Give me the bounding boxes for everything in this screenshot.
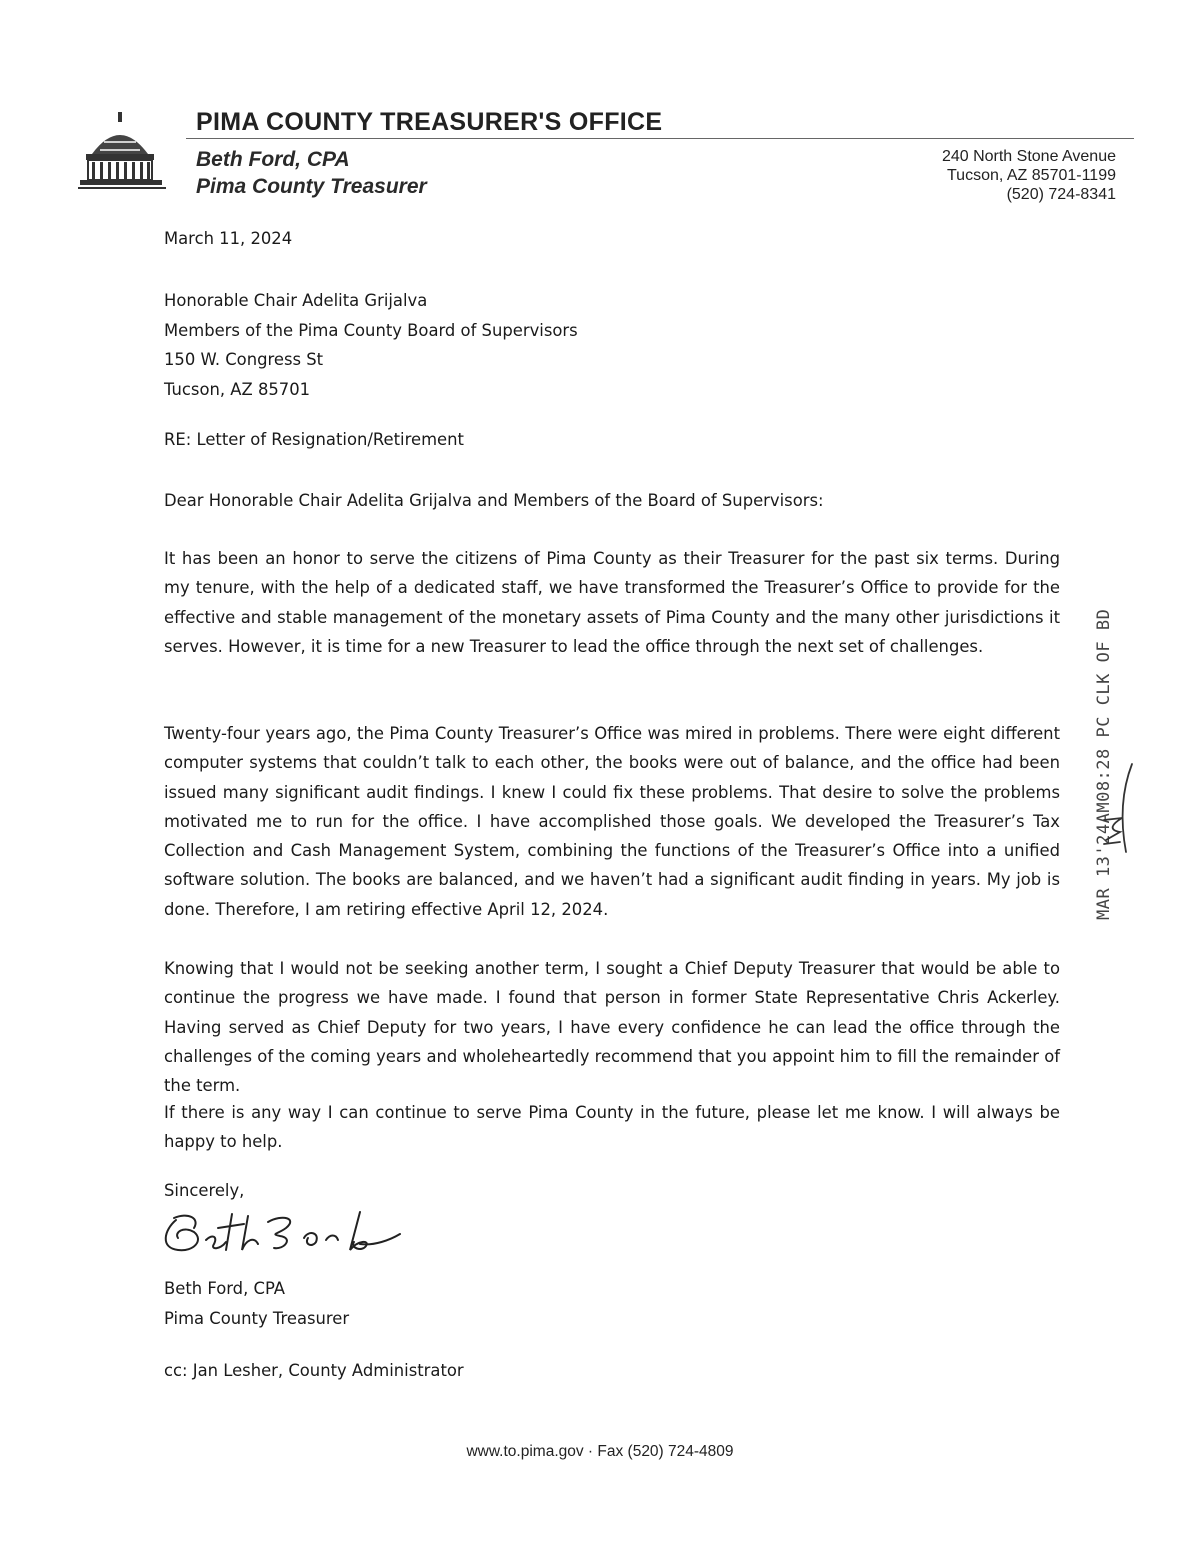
- handwritten-signature: [154, 1200, 414, 1270]
- courthouse-dome-logo: [78, 110, 168, 192]
- body-paragraph: Twenty-four years ago, the Pima County Treasurer’s Office was mired in problems. There were eight different computer systems that couldn’t talk to each other, the books were out of balance, and the office had been issued many significant audit findings. I knew I could fix these problems. That desire to solve the problems motivated me to run for the office. I have accomplished those goals. We developed the Treasurer’s Tax Collection and Cash Management System, combining the functions of the Treasurer’s Office into a unified software solution. The books are balanced, and we haven’t had a significant audit finding in years. My job is done. Therefore, I am retiring effective April 12, 2024.: [164, 724, 1060, 919]
- subject-line: RE: Letter of Resignation/Retirement: [164, 430, 464, 449]
- recipient-line: Honorable Chair Adelita Grijalva: [164, 291, 428, 310]
- recipient-line: 150 W. Congress St: [164, 350, 324, 369]
- address-phone: (520) 724-8341: [1006, 186, 1116, 203]
- body-paragraph: It has been an honor to serve the citizens of Pima County as their Treasurer for the past six terms. During my tenure, with the help of a dedicated staff, we have transformed the Treasurer’s Office to provide for the effective and stable management of the monetary assets of Pima County and the many other jurisdictions it serves. However, it is time for a new Treasurer to lead the office through the next set of challenges.: [164, 549, 1060, 656]
- footer-contact: www.to.pima.gov · Fax (520) 724-4809: [466, 1443, 734, 1460]
- treasurer-name: Beth Ford, CPA: [196, 148, 350, 171]
- letter-date: March 11, 2024: [164, 229, 293, 248]
- signer-block: [164, 1274, 349, 1333]
- body-paragraph: If there is any way I can continue to serve Pima County in the future, please let me know. I will always be happy to help.: [164, 1103, 1060, 1152]
- recipient-line: Members of the Pima County Board of Supervisors: [164, 320, 578, 340]
- recipient-line: Tucson, AZ 85701: [164, 379, 311, 399]
- header-rule: [186, 138, 1134, 139]
- recipient-block: [164, 286, 578, 404]
- treasurer-title: Pima County Treasurer: [196, 175, 427, 198]
- salutation: Dear Honorable Chair Adelita Grijalva and Members of the Board of Supervisors:: [164, 491, 824, 510]
- office-address: [942, 147, 1116, 204]
- office-title: PIMA COUNTY TREASURER'S OFFICE: [196, 108, 663, 136]
- handwritten-initials: [1092, 760, 1142, 860]
- signer-title: Pima County Treasurer: [164, 1308, 350, 1328]
- cc-line: cc: Jan Lesher, County Administrator: [164, 1361, 464, 1380]
- address-city: Tucson, AZ 85701-1199: [947, 167, 1116, 184]
- received-stamp: MAR 13'24AM08:28 PC CLK OF BD: [1094, 608, 1114, 920]
- body-paragraph: Knowing that I would not be seeking another term, I sought a Chief Deputy Treasurer that would be able to continue the progress we have made. I found that person in former State Representative Chris Ackerley. Having served as Chief Deputy for two years, I have every confidence he can lead the office through the challenges of the coming years and wholeheartedly recommend that you appoint him to fill the remainder of the term.: [164, 959, 1060, 1096]
- address-street: 240 North Stone Avenue: [941, 148, 1116, 165]
- signer-name: Beth Ford, CPA: [164, 1279, 285, 1298]
- closing: Sincerely,: [164, 1181, 245, 1200]
